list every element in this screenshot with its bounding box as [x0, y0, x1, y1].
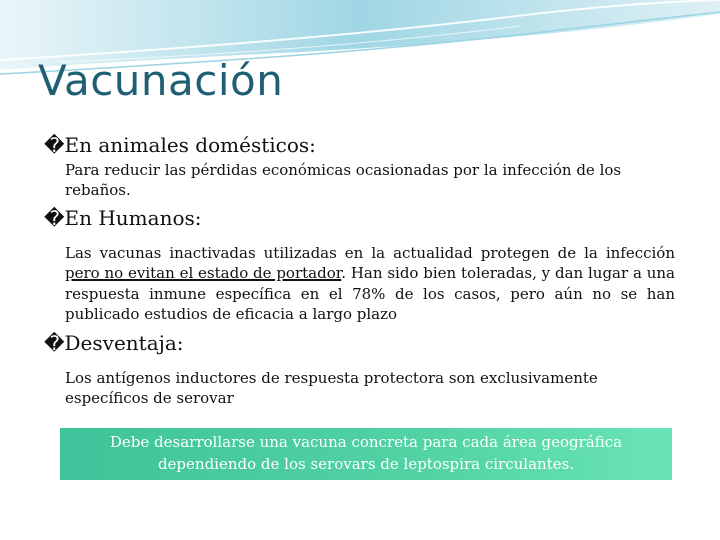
humanos-text-underlined: pero no evitan el estado de portador [65, 264, 342, 283]
bullet-desventaja [44, 331, 184, 355]
bullet-heading: Desventaja: [64, 331, 184, 355]
animales-text: Para reducir las pérdidas económicas ocasionadas por la infección de los rebaños. [65, 161, 622, 200]
humanos-text-part2: . Han sido bien toleradas, y dan lugar a una respuesta inmune específica en el 78% de los casos, pero aún no se han publicado estudios de eficacia a largo plazo [65, 264, 675, 323]
bullet-marker-icon: � [44, 206, 65, 230]
bullet-heading: En animales domésticos: [64, 133, 316, 157]
bullet-animales [44, 133, 316, 157]
bullet-humanos [44, 206, 202, 230]
bullet-heading: En Humanos: [64, 206, 202, 230]
desventaja-text: Los antígenos inductores de respuesta protectora son exclusivamente específicos de serovar [65, 369, 598, 408]
humanos-text-part1: Las vacunas inactivadas utilizadas en la actualidad protegen de la infección [65, 244, 675, 262]
slide-title: Vacunación [38, 56, 284, 105]
bullet-marker-icon: � [44, 331, 65, 355]
callout-text: Debe desarrollarse una vacuna concreta para cada área geográfica dependiendo de los serovars de leptospira circulantes. [109, 433, 623, 473]
humanos-text [65, 243, 675, 324]
callout-box [60, 428, 672, 480]
bullet-marker-icon: � [44, 133, 65, 157]
